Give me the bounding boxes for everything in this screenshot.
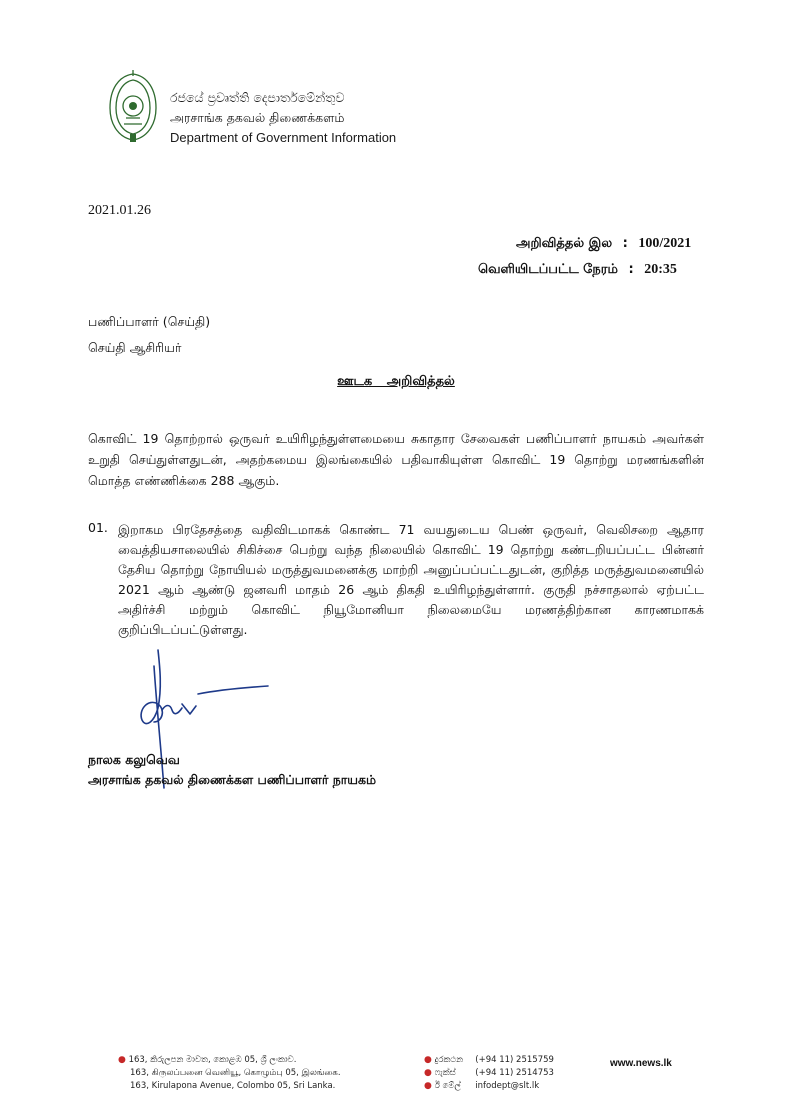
website-link[interactable]: www.news.lk	[610, 1058, 672, 1069]
phone-bullet-icon: ●	[424, 1055, 432, 1065]
fax-number: (+94 11) 2514753	[475, 1068, 554, 1078]
address-tamil: 163, கிருலப்பனை வெனியூ, கொழும்பு 05, இலங்கை.	[130, 1068, 341, 1078]
email-bullet-icon: ●	[424, 1081, 432, 1091]
footer-contacts	[424, 1054, 554, 1093]
time-label: வெளியிடப்பட்ட நேரம்	[478, 262, 618, 277]
fax-label: ෆැක්ස්	[434, 1068, 456, 1078]
notice-separator: :	[622, 236, 628, 251]
signer-name: நாலக கலுவெவ	[88, 752, 180, 767]
recipient-line-2: செய்தி ஆசிரியர்	[88, 340, 182, 355]
intro-paragraph: கொவிட் 19 தொற்றால் ஒருவர் உயிரிழந்துள்ளமையை சுகாதார சேவைகள் பணிப்பாளர் நாயகம் அவர்கள் உறுதி செய்துள்ளதுடன், அதற்கமைய இலங்கையில் பதிவாகியுள்ள கொவிட் 19 தொற்று மரணங்களின் மொத்த எண்ணிக்கை 288 ஆகும்.	[88, 431, 704, 488]
bullet-dot-icon: ●	[118, 1055, 126, 1065]
org-name-english: Department of Government Information	[170, 130, 397, 145]
org-name-tamil: அரசாங்க தகவல் திணைக்களம்	[170, 110, 345, 125]
letter-date: 2021.01.26	[88, 203, 151, 218]
document-title: ஊடக அறிவித்தல்	[337, 374, 455, 389]
address-sinhala: 163, කිරුලපන මාවත, කොළඹ 05, ශ්‍රී ලංකාව.	[128, 1055, 297, 1065]
item-number: 01.	[88, 520, 108, 535]
email-address[interactable]: infodept@slt.lk	[475, 1081, 540, 1091]
sri-lanka-emblem-icon	[104, 68, 162, 146]
recipient-line-1: பணிப்பாளர் (செய்தி)	[88, 314, 211, 329]
address-english: 163, Kirulapona Avenue, Colombo 05, Sri Lanka.	[130, 1081, 336, 1091]
phone-label: දුරකථන	[434, 1055, 464, 1065]
time-separator: :	[628, 262, 634, 277]
item-text: இறாகம பிரதேசத்தை வதிவிடமாகக் கொண்ட 71 வயதுடைய பெண் ஒருவர், வெலிசறை ஆதார வைத்தியசாலையில் சிகிச்சை பெற்று வந்த நிலையில் கொவிட் 19 தொற்று கண்டறியப்பட்ட பின்னர் தேசிய தொற்று நோயியல் மருத்துவமனைக்கு மாற்றி அனுப்பப்பட்டதுடன், குறித்த மருத்துவமனையில் 2021 ஆம் ஆண்டு ஜனவரி மாதம் 26 ஆம் திகதி உயிரிழந்துள்ளார். குருதி நச்சாதலால் ஏற்பட்ட அதிர்ச்சி மற்றும் கொவிட் நியூமோனியா நிலைமையே மரணத்திற்கான காரணமாகக் குறிப்பிடப்பட்டுள்ளது.	[118, 522, 704, 637]
time-value: 20:35	[644, 262, 677, 277]
org-name-sinhala: රජයේ ප්‍රවෘත්ති දෙපාර්තමේන්තුව	[170, 90, 345, 105]
signer-designation: அரசாங்க தகவல் திணைக்கள பணிப்பாளர் நாயகம்	[88, 772, 377, 787]
notice-label: அறிவித்தல் இல	[516, 236, 613, 251]
phone-number: (+94 11) 2515759	[475, 1055, 554, 1065]
email-label: ඊ මේල්	[434, 1081, 461, 1091]
footer-address	[118, 1054, 341, 1093]
notice-number-line	[516, 236, 691, 252]
notice-number: 100/2021	[638, 236, 692, 251]
published-time-line	[478, 262, 677, 278]
fax-bullet-icon: ●	[424, 1068, 432, 1078]
